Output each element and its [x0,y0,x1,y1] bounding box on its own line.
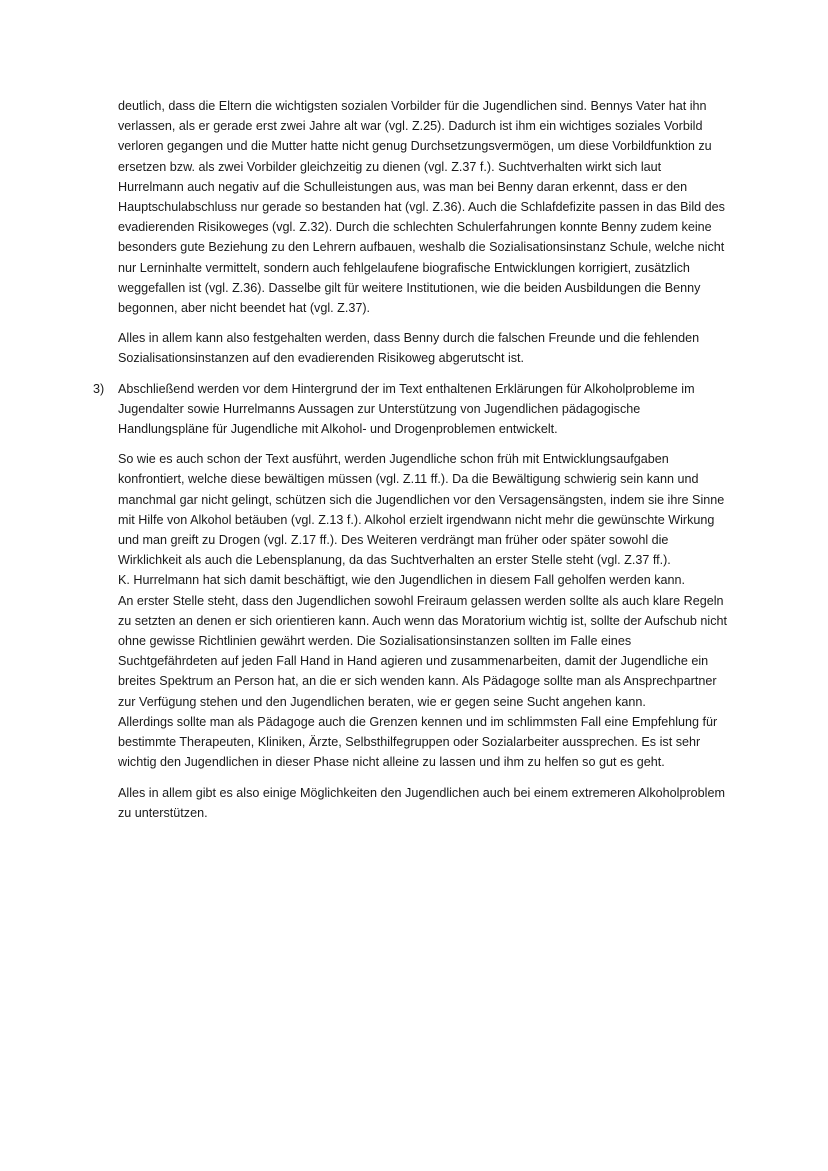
numbered-item-3 [93,379,730,440]
paragraph-limits-referral: Allerdings sollte man als Pädagoge auch die Grenzen kennen und im schlimmsten Fall eine Empfehlung für bestimmte Therapeuten, Kliniken, Ärzte, Selbsthilfegruppen oder Sozialarbeiter aussprechen. Es ist sehr wichtig den Jugendlichen in dieser Phase nicht alleine zu lassen und ihm zu helfen so gut es geht. [118,714,718,770]
list-number: 3) [93,381,105,396]
document-body [93,96,730,823]
paragraph-family-role-models: deutlich, dass die Eltern die wichtigsten sozialen Vorbilder für die Jugendlichen sind. Bennys Vater hat ihn verlassen, als er gerade erst zwei Jahre alt war (vgl. Z.25). Dadurch ist ihm ein wichtiges soziales Vorbild verloren gegangen und die Mutter hatte nicht genug Durchsetzungsvermögen, um diese Vorbildfunktion zu ersetzen bzw. als zwei Vorbilder gleichzeitig zu dienen (vgl. Z.37 f.). Suchtverhalten wirkt sich laut Hurrelmann auch negativ auf die Schulleistungen aus, was man bei Benny daran erkennt, dass er den Hauptschulabschluss nur gerade so bestanden hat (vgl. Z.36). Auch die Schlafdefizite passen in das Bild des evadierenden Risikoweges (vgl. Z.32). Durch die schlechten Schulerfahrungen konnte Benny zudem keine besonders gute Beziehung zu den Lehrern aufbauen, weshalb die Sozialisationsinstanz Schule, welche nicht nur Lerninhalte vermittelt, sondern auch fehlgelaufene biografische Entwicklungen korrigiert, zusätzlich weggefallen ist (vgl. Z.36). Dasselbe gilt für weitere Institutionen, wie die beiden Ausbildungen die Benny begonnen, aber nicht beendet hat (vgl. Z.37). [118,99,725,316]
paragraph-development-tasks: So wie es auch schon der Text ausführt, werden Jugendliche schon früh mit Entwicklungsaufgaben konfrontiert, welche diese bewältigen müssen (vgl. Z.11 ff.). Da die Bewältigung schwierig sein kann und manchmal gar nicht gelingt, schützen sich die Jugendlichen vor den Versagensängsten, indem sie ihre Sinne mit Hilfe von Alkohol betäuben (vgl. Z.13 f.). Alkohol erzielt irgendwann nicht mehr die gewünschte Wirkung und man greift zu Drogen (vgl. Z.17 ff.). Des Weiteren verdrängt man früher oder später sowohl die Wirklichkeit als auch die Lebensplanung, da das Suchtverhalten an erster Stelle steht (vgl. Z.37 ff.). [118,452,725,568]
paragraph-hurrelmann-help: K. Hurrelmann hat sich damit beschäftigt, wie den Jugendlichen in diesem Fall geholfen werden kann. [118,573,686,588]
paragraph-freedom-and-rules: An erster Stelle steht, dass den Jugendlichen sowohl Freiraum gelassen werden sollte als auch klare Regeln zu setzten an denen er sich orientieren kann. Auch wenn das Moratorium wichtig ist, sollte der Aufschub nicht ohne gewisse Richtlinien gewährt werden. Die Sozialisationsinstanzen sollten im Falle eines Suchtgefährdeten auf jeden Fall Hand in Hand agieren und zusammenarbeiten, damit der Jugendliche ein breites Spektrum an Person hat, an die er sich wenden kann. Als Pädagoge sollte man als Ansprechpartner zur Verfügung stehen und den Jugendlichen beraten, wie er gegen seine Sucht angehen kann. [118,593,728,709]
paragraph-final-conclusion: Alles in allem gibt es also einige Möglichkeiten den Jugendlichen auch bei einem extremeren Alkoholproblem zu unterstützen. [118,785,725,820]
paragraph-conclusion-risk-path: Alles in allem kann also festgehalten werden, dass Benny durch die falschen Freunde und die fehlenden Sozialisationsinstanzen auf den evadierenden Risikoweg abgerutscht ist. [118,331,700,366]
numbered-item-text: Abschließend werden vor dem Hintergrund der im Text enthaltenen Erklärungen für Alkoholprobleme im Jugendalter sowie Hurrelmanns Aussagen zur Unterstützung von Jugendlichen pädagogische Handlungspläne für Jugendliche mit Alkohol- und Drogenproblemen entwickelt. [118,381,695,437]
